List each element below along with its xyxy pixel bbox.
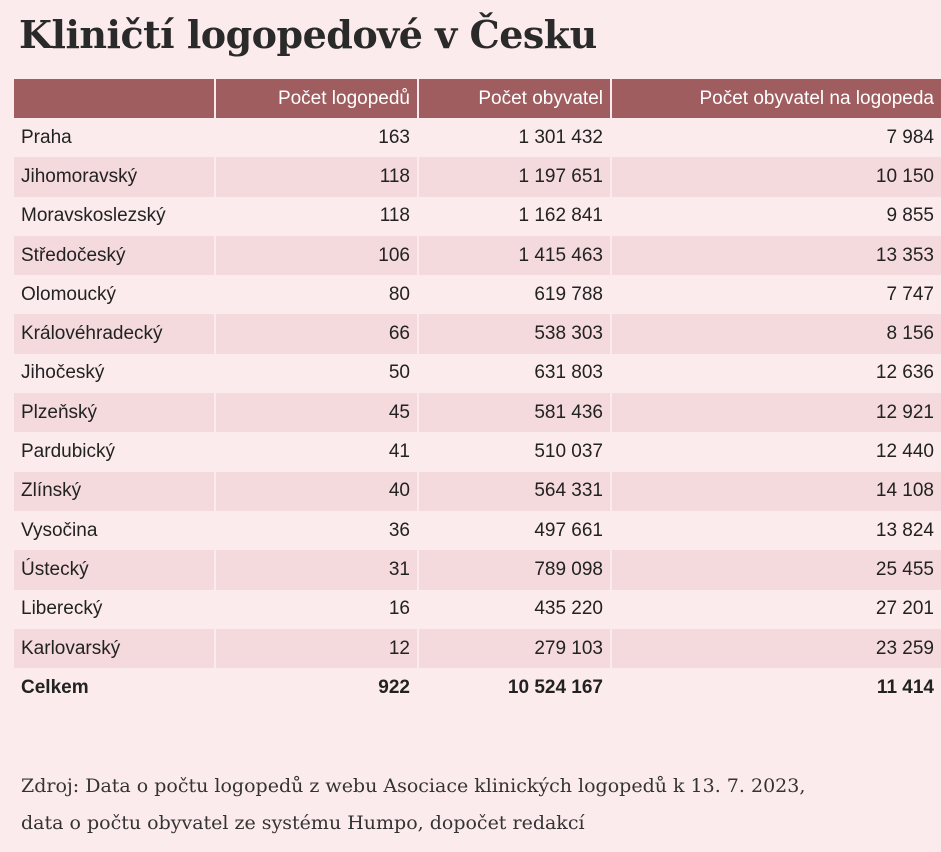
logopedists-cell: 106 bbox=[215, 236, 418, 275]
region-cell: Liberecký bbox=[21, 598, 103, 620]
column-header-logopedists: Počet logopedů bbox=[215, 79, 418, 118]
ratio-cell: 14 108 bbox=[611, 472, 941, 511]
population-cell: 789 098 bbox=[418, 550, 611, 589]
ratio-cell: 13 353 bbox=[611, 236, 941, 275]
logopedists-cell: 922 bbox=[215, 668, 418, 707]
ratio-cell: 12 921 bbox=[611, 393, 941, 432]
logopedists-cell: 80 bbox=[215, 275, 418, 314]
region-cell: Praha bbox=[21, 126, 72, 148]
logopedists-cell: 36 bbox=[215, 511, 418, 550]
population-cell: 1 162 841 bbox=[418, 197, 611, 236]
ratio-cell: 8 156 bbox=[611, 314, 941, 353]
ratio-cell: 13 824 bbox=[611, 511, 941, 550]
population-cell: 510 037 bbox=[418, 432, 611, 471]
table-header-row bbox=[14, 79, 941, 118]
logopedists-cell: 118 bbox=[215, 157, 418, 196]
region-cell: Celkem bbox=[21, 676, 89, 698]
table-row bbox=[14, 354, 941, 393]
table-row bbox=[14, 236, 941, 275]
table-row bbox=[14, 511, 941, 550]
table-row bbox=[14, 314, 941, 353]
logopedists-cell: 16 bbox=[215, 590, 418, 629]
table-row bbox=[14, 157, 941, 196]
column-header-population: Počet obyvatel bbox=[418, 79, 611, 118]
table-row bbox=[14, 629, 941, 668]
ratio-cell: 11 414 bbox=[611, 668, 941, 707]
table-row bbox=[14, 197, 941, 236]
logopedists-cell: 163 bbox=[215, 118, 418, 157]
population-cell: 564 331 bbox=[418, 472, 611, 511]
table-row bbox=[14, 432, 941, 471]
population-cell: 1 197 651 bbox=[418, 157, 611, 196]
logopedists-cell: 12 bbox=[215, 629, 418, 668]
data-table bbox=[14, 79, 941, 707]
table-row bbox=[14, 275, 941, 314]
region-cell: Zlínský bbox=[14, 472, 215, 511]
region-cell: Královéhradecký bbox=[14, 314, 215, 353]
region-cell: Moravskoslezský bbox=[21, 205, 166, 227]
table-row bbox=[14, 550, 941, 589]
ratio-cell: 12 636 bbox=[611, 354, 941, 393]
column-header-population-per-logopedist: Počet obyvatel na logopeda bbox=[611, 79, 941, 118]
page-title: Kliničtí logopedové v Česku bbox=[19, 12, 597, 57]
ratio-cell: 12 440 bbox=[611, 432, 941, 471]
ratio-cell: 7 984 bbox=[611, 118, 941, 157]
source-note bbox=[21, 768, 921, 842]
population-cell: 497 661 bbox=[418, 511, 611, 550]
population-cell: 279 103 bbox=[418, 629, 611, 668]
region-cell: Plzeňský bbox=[14, 393, 215, 432]
ratio-cell: 27 201 bbox=[611, 590, 941, 629]
region-cell: Karlovarský bbox=[14, 629, 215, 668]
ratio-cell: 9 855 bbox=[611, 197, 941, 236]
population-cell: 1 301 432 bbox=[418, 118, 611, 157]
ratio-cell: 25 455 bbox=[611, 550, 941, 589]
region-cell: Jihočeský bbox=[21, 362, 105, 384]
logopedists-cell: 45 bbox=[215, 393, 418, 432]
ratio-cell: 7 747 bbox=[611, 275, 941, 314]
logopedists-cell: 50 bbox=[215, 354, 418, 393]
population-cell: 538 303 bbox=[418, 314, 611, 353]
logopedists-cell: 31 bbox=[215, 550, 418, 589]
ratio-cell: 10 150 bbox=[611, 157, 941, 196]
logopedists-cell: 41 bbox=[215, 432, 418, 471]
region-cell: Pardubický bbox=[21, 441, 115, 463]
population-cell: 619 788 bbox=[418, 275, 611, 314]
population-cell: 581 436 bbox=[418, 393, 611, 432]
population-cell: 435 220 bbox=[418, 590, 611, 629]
source-line: Zdroj: Data o počtu logopedů z webu Asociace klinických logopedů k 13. 7. 2023, bbox=[21, 775, 806, 797]
region-cell: Vysočina bbox=[21, 519, 98, 541]
logopedists-cell: 118 bbox=[215, 197, 418, 236]
region-cell: Jihomoravský bbox=[14, 157, 215, 196]
ratio-cell: 23 259 bbox=[611, 629, 941, 668]
population-cell: 1 415 463 bbox=[418, 236, 611, 275]
logopedists-cell: 66 bbox=[215, 314, 418, 353]
table-row bbox=[14, 393, 941, 432]
population-cell: 10 524 167 bbox=[418, 668, 611, 707]
table-row bbox=[14, 472, 941, 511]
total-row bbox=[14, 668, 941, 707]
table-row bbox=[14, 118, 941, 157]
table-row bbox=[14, 590, 941, 629]
region-cell: Ústecký bbox=[14, 550, 215, 589]
region-cell: Středočeský bbox=[14, 236, 215, 275]
population-cell: 631 803 bbox=[418, 354, 611, 393]
column-header-region bbox=[14, 79, 215, 118]
region-cell: Olomoucký bbox=[21, 283, 117, 305]
logopedists-cell: 40 bbox=[215, 472, 418, 511]
source-line: data o počtu obyvatel ze systému Humpo, dopočet redakcí bbox=[21, 812, 585, 834]
